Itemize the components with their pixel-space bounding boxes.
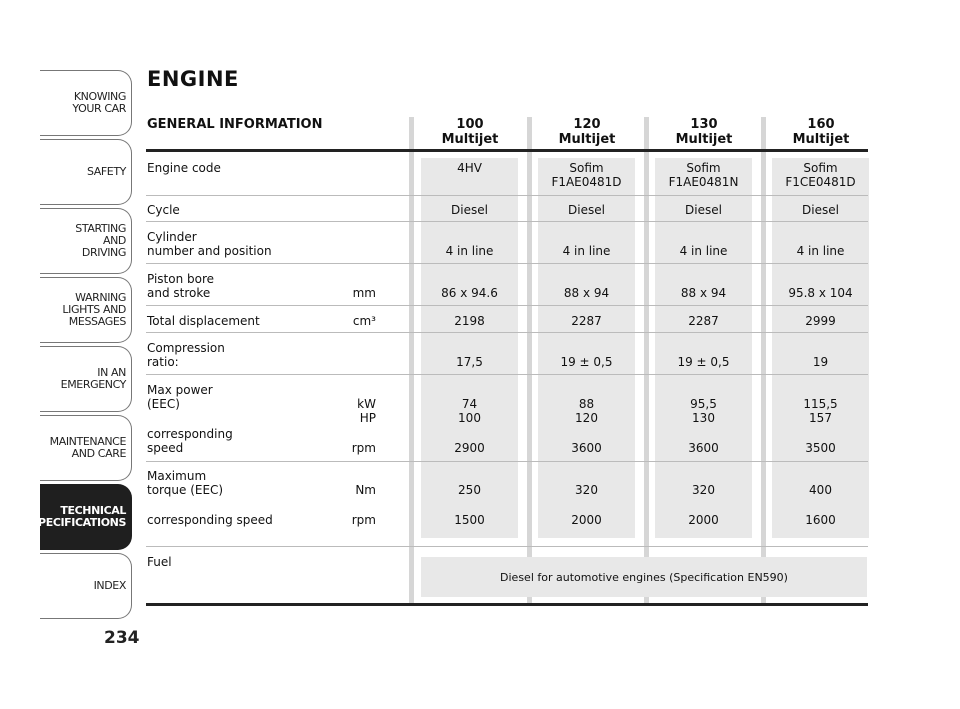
tab-safety[interactable] (40, 139, 132, 205)
table-cell: 3500 (805, 441, 836, 455)
section-title: GENERAL INFORMATION (147, 117, 323, 132)
column-separator (527, 117, 532, 605)
tab-label: TECHNICAL SPECIFICATIONS (30, 504, 126, 529)
table-cell: 17,5 (456, 355, 483, 369)
table-cell: 320 (575, 483, 598, 497)
column-header-160: 160 Multijet (792, 117, 850, 147)
row-label-cylinder: Cylinder number and position (147, 230, 272, 258)
unit-mm: mm (352, 286, 376, 300)
table-cell: 2999 (805, 314, 836, 328)
table-cell: 88 x 94 (563, 286, 610, 300)
row-divider (146, 332, 868, 333)
table-cell: 3600 (571, 441, 602, 455)
row-label-max-power: Max power (EEC) (147, 383, 213, 411)
row-divider (146, 263, 868, 264)
table-cell: Sofim F1AE0481N (668, 161, 739, 189)
table-cell: 4HV (457, 161, 482, 175)
tab-label: SAFETY (86, 165, 126, 178)
column-separator (409, 117, 414, 605)
unit-power: kW HP (357, 397, 376, 425)
tab-maintenance[interactable] (40, 415, 132, 481)
unit-nm: Nm (355, 483, 376, 497)
row-divider (146, 374, 868, 375)
row-divider (146, 195, 868, 196)
page-number: 234 (104, 628, 140, 648)
table-cell: 88 x 94 (680, 286, 727, 300)
table-cell: 1600 (805, 513, 836, 527)
table-cell: 4 in line (445, 244, 494, 258)
fuel-spec-text: Diesel for automotive engines (Specification EN590) (500, 570, 788, 584)
table-cell: Diesel (568, 203, 605, 217)
tab-warning-lights[interactable] (40, 277, 132, 343)
table-cell: 95.8 x 104 (788, 286, 853, 300)
table-cell: Diesel (451, 203, 488, 217)
table-cell: 2000 (571, 513, 602, 527)
row-label-displacement: Total displacement (147, 314, 260, 328)
table-cell: 19 (812, 355, 829, 369)
tab-label: IN AN EMERGENCY (60, 366, 126, 391)
column-header-100: 100 Multijet (441, 117, 499, 147)
table-cell: 2198 (454, 314, 485, 328)
column-header-130: 130 Multijet (675, 117, 733, 147)
row-label-max-torque: Maximum torque (EEC) (147, 469, 224, 497)
table-cell: 320 (692, 483, 715, 497)
tab-emergency[interactable] (40, 346, 132, 412)
tab-technical-specifications[interactable] (30, 484, 132, 550)
tab-knowing-your-car[interactable] (40, 70, 132, 136)
row-divider (146, 221, 868, 222)
table-cell: 88 120 (575, 397, 598, 425)
table-cell: 4 in line (796, 244, 845, 258)
table-cell: 86 x 94.6 (441, 286, 498, 300)
table-cell: 400 (809, 483, 832, 497)
row-label-torque-speed: corresponding speed (147, 513, 273, 527)
tab-label: WARNING LIGHTS AND MESSAGES (62, 291, 126, 328)
column-header-120: 120 Multijet (558, 117, 616, 147)
table-cell: 74 100 (458, 397, 481, 425)
page-title: ENGINE (147, 67, 239, 91)
row-label-cycle: Cycle (147, 203, 180, 217)
table-cell: Sofim F1CE0481D (785, 161, 856, 189)
tab-label: STARTING AND DRIVING (75, 222, 126, 259)
row-divider (146, 546, 868, 547)
row-label-piston: Piston bore and stroke (147, 272, 215, 300)
table-cell: 4 in line (562, 244, 611, 258)
column-separator (644, 117, 649, 605)
table-cell: 19 ± 0,5 (560, 355, 613, 369)
table-cell: Diesel (685, 203, 722, 217)
unit-rpm: rpm (351, 513, 376, 527)
table-cell: 115,5 157 (803, 397, 838, 425)
tab-label: INDEX (93, 579, 126, 592)
row-divider (146, 305, 868, 306)
row-label-fuel: Fuel (147, 555, 172, 569)
footer-rule (146, 603, 868, 606)
header-rule (146, 149, 868, 152)
table-cell: 4 in line (679, 244, 728, 258)
table-cell: 1500 (454, 513, 485, 527)
tab-starting-and-driving[interactable] (40, 208, 132, 274)
unit-cm3: cm³ (352, 314, 376, 328)
column-separator (761, 117, 766, 605)
table-cell: 3600 (688, 441, 719, 455)
table-cell: Sofim F1AE0481D (551, 161, 622, 189)
unit-rpm: rpm (351, 441, 376, 455)
tab-label: MAINTENANCE AND CARE (49, 435, 126, 460)
fuel-spec (421, 557, 867, 597)
table-cell: 250 (458, 483, 481, 497)
row-divider (146, 461, 868, 462)
table-cell: 95,5 130 (690, 397, 717, 425)
table-cell: 2900 (454, 441, 485, 455)
table-cell: 19 ± 0,5 (677, 355, 730, 369)
table-cell: 2000 (688, 513, 719, 527)
tab-label: KNOWING YOUR CAR (72, 90, 126, 115)
row-label-engine-code: Engine code (147, 161, 221, 175)
table-cell: 2287 (688, 314, 719, 328)
row-label-power-speed: corresponding speed (147, 427, 233, 455)
table-cell: 2287 (571, 314, 602, 328)
table-cell: Diesel (802, 203, 839, 217)
tab-index[interactable] (40, 553, 132, 619)
row-label-compression: Compression ratio: (147, 341, 225, 369)
